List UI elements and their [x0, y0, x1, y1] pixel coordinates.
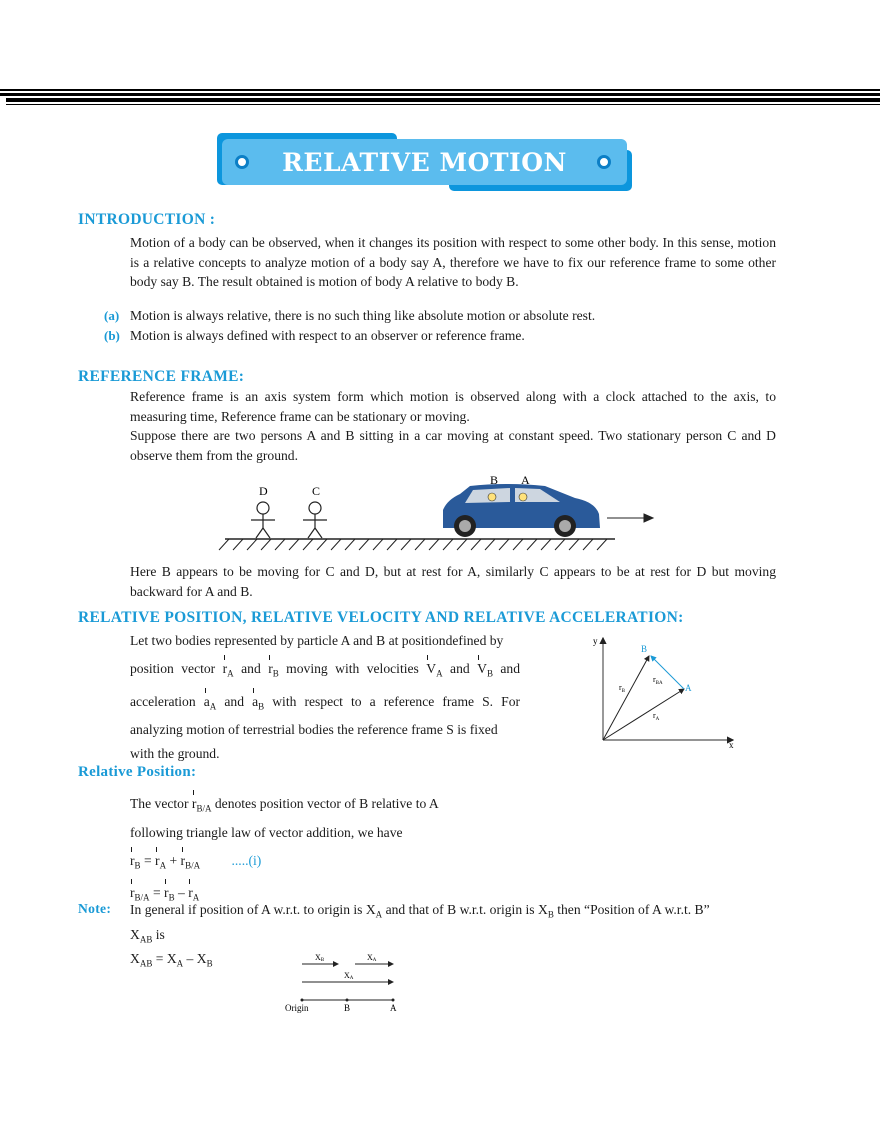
- header-rule: [6, 104, 880, 105]
- svg-text:A: A: [685, 683, 692, 693]
- text-line: Let two bodies represented by particle A and B at positiondefined by: [130, 633, 504, 648]
- hatch-mark: [555, 539, 565, 550]
- text-line: In general if position of A w.r.t. to origin is $X_A$ and that of B w.r.t. origin is $X_B$ then “Position of A w.r.t. B”: [130, 902, 710, 920]
- text-line: $X_{AB} = X_A - X_B$: [130, 951, 213, 970]
- intro-paragraph: Motion of a body can be observed, when it changes its position with respect to some other body. In this sense, motion is a relative concepts to analyze motion of a body say A, therefore we have to fix our reference frame to some other body say B. The result obtained is motion of body A relative to body B.: [130, 235, 776, 289]
- hatch-mark: [401, 539, 411, 550]
- position-line-diagram: [280, 948, 410, 1018]
- svg-text:A: A: [390, 1003, 397, 1013]
- hatch-mark: [317, 539, 327, 550]
- hatch-mark: [597, 539, 607, 550]
- header-rule: [0, 93, 880, 96]
- header-rule: [0, 89, 880, 91]
- svg-text:Origin: Origin: [285, 1003, 309, 1013]
- vector-rb: [603, 656, 649, 740]
- point-text: Motion is always relative, there is no such thing like absolute motion or absolute rest.: [130, 308, 596, 323]
- note-body: [130, 900, 776, 974]
- section-heading-relative-position: Relative Position:: [78, 764, 197, 780]
- hatch-mark: [499, 539, 509, 550]
- motion-arrow-icon: [607, 514, 653, 522]
- hatch-mark: [359, 539, 369, 550]
- svg-text:y: y: [593, 636, 598, 646]
- hatch-mark: [345, 539, 355, 550]
- hatch-mark: [219, 539, 229, 550]
- stick-figure-d: [251, 502, 275, 538]
- hatch-mark: [415, 539, 425, 550]
- hatch-mark: [387, 539, 397, 550]
- banner-bullet-icon: [235, 155, 249, 169]
- header-rule: [6, 98, 880, 102]
- car-observers-figure: [215, 470, 665, 555]
- section-heading-reference-frame: REFERENCE FRAME:: [78, 368, 245, 385]
- hatch-mark: [233, 539, 243, 550]
- svg-text:XA: XA: [367, 953, 377, 963]
- text-line: $X_{AB}$ is: [130, 926, 165, 945]
- hatch-mark: [289, 539, 299, 550]
- hatch-mark: [443, 539, 453, 550]
- text-line: position vector $r_A$ and $r_B$ moving with velocities $V_A$ and $V_B$ and: [130, 653, 520, 686]
- hatch-mark: [541, 539, 551, 550]
- equation-tag: .....(i): [231, 852, 262, 868]
- hatch-mark: [261, 539, 271, 550]
- svg-text:x: x: [729, 740, 734, 750]
- reference-frame-paragraph: Here B appears to be moving for C and D, but at rest for A, similarly C appears to be at rest for D but moving backward for A and B.: [130, 564, 776, 599]
- stick-figure-c: [303, 502, 327, 538]
- svg-text:rB: $r_B$: [619, 683, 626, 694]
- section-heading-introduction: INTRODUCTION :: [78, 211, 216, 228]
- point-label: (a): [104, 308, 120, 323]
- vector-ra: [603, 689, 684, 740]
- title-banner: [222, 139, 627, 185]
- page-title: RELATIVE MOTION: [282, 147, 567, 177]
- label-b: B: [490, 473, 499, 487]
- hatch-mark: [485, 539, 495, 550]
- text-line: The vector $r_{B/A}$ denotes position vector of B relative to A: [130, 788, 776, 821]
- relative-position-body: [130, 788, 776, 910]
- label-a: A: [521, 473, 530, 487]
- relative-paragraph: [130, 629, 520, 766]
- text-line: acceleration $a_A$ and $a_B$ with respect to a reference frame S. For: [130, 686, 520, 719]
- hatch-mark: [275, 539, 285, 550]
- section-heading-relative: RELATIVE POSITION, RELATIVE VELOCITY AND RELATIVE ACCELERATION:: [78, 609, 684, 626]
- text-line: with the ground.: [130, 746, 220, 762]
- hatch-mark: [331, 539, 341, 550]
- hatch-mark: [471, 539, 481, 550]
- ground-hatch: [219, 539, 615, 550]
- svg-text:B: B: [641, 644, 648, 654]
- hatch-mark: [247, 539, 257, 550]
- text-line: analyzing motion of terrestrial bodies the reference frame S is fixed: [130, 722, 498, 738]
- svg-text:B: B: [344, 1003, 351, 1013]
- reference-frame-paragraph: Suppose there are two persons A and B sitting in a car moving at constant speed. Two stationary person C and D observe them from the ground.: [130, 428, 776, 463]
- hatch-mark: [527, 539, 537, 550]
- label-c: C: [312, 484, 321, 498]
- hatch-mark: [303, 539, 313, 550]
- hatch-mark: [513, 539, 523, 550]
- hatch-mark: [429, 539, 439, 550]
- car-image: [443, 484, 600, 537]
- equation-1: $r_B = r_A + r_{B/A}$ .....(i): [130, 845, 776, 878]
- reference-frame-paragraph: Reference frame is an axis system form which motion is observed along with a clock attached to the axis, to measuring time, Reference frame can be stationary or moving.: [130, 389, 776, 424]
- banner-bullet-icon: [597, 155, 611, 169]
- svg-text:rBA: $r_{BA}$: [653, 675, 663, 686]
- hatch-mark: [373, 539, 383, 550]
- point-text: Motion is always defined with respect to an observer or reference frame.: [130, 328, 525, 343]
- hatch-mark: [457, 539, 467, 550]
- svg-text:rA: $r_A$: [653, 711, 660, 722]
- text-line: following triangle law of vector addition, we have: [130, 824, 403, 840]
- position-vector-diagram: [585, 632, 745, 757]
- svg-text:XA: XA: [344, 971, 354, 981]
- note-label: Note:: [78, 901, 112, 916]
- svg-text:XB: XB: [315, 953, 325, 963]
- point-label: (b): [104, 328, 120, 343]
- hatch-mark: [583, 539, 593, 550]
- hatch-mark: [569, 539, 579, 550]
- equation-2: $r_{B/A} = r_B - r_A$: [130, 877, 776, 910]
- label-d: D: [259, 484, 268, 498]
